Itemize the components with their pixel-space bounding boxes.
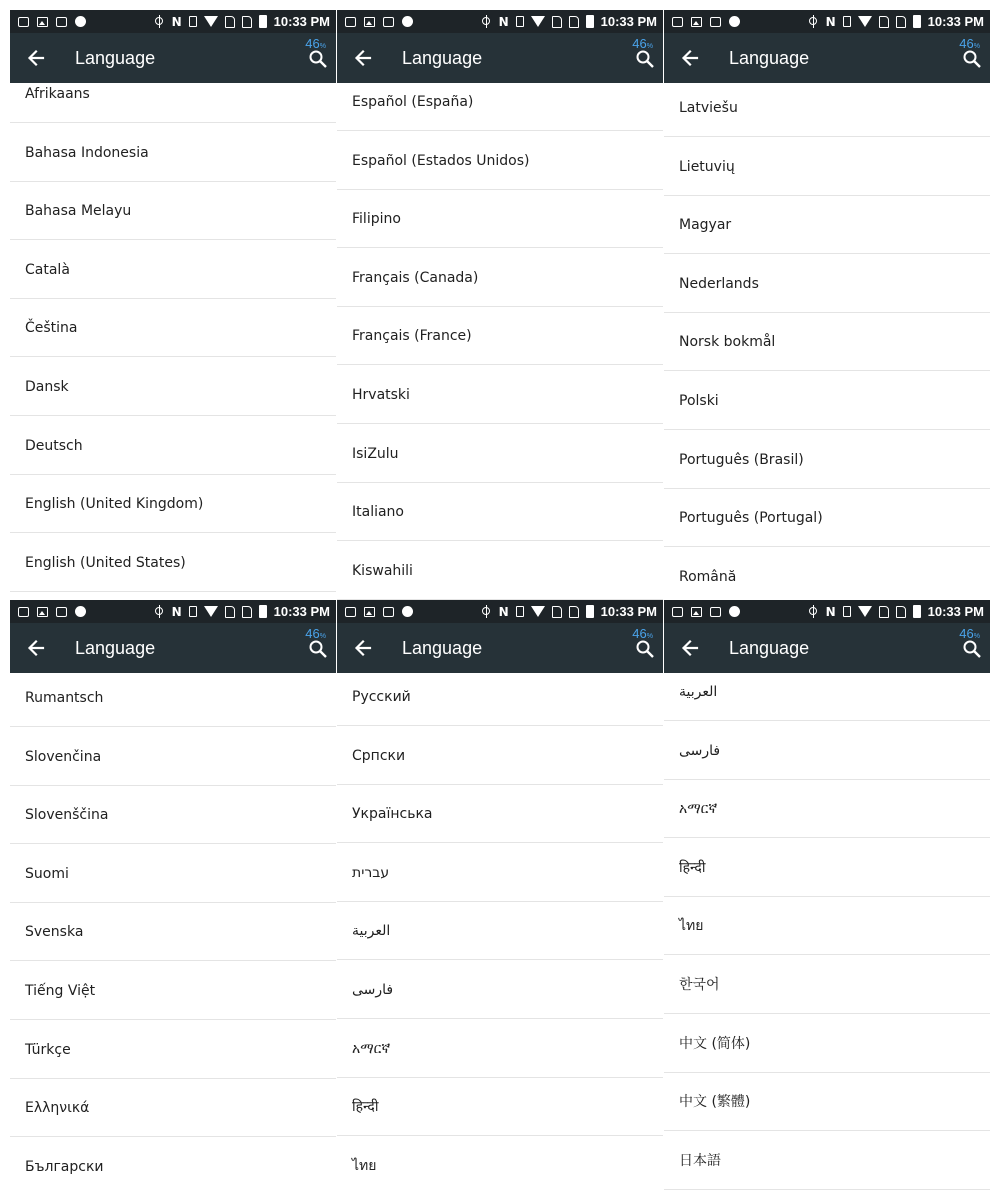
language-name: IsiZulu xyxy=(352,445,399,462)
language-name: Polski xyxy=(679,393,719,409)
language-list-item[interactable] xyxy=(337,902,663,960)
app-notification-icon xyxy=(729,606,740,617)
status-bar xyxy=(337,600,663,623)
language-list-item[interactable] xyxy=(337,1137,663,1190)
battery-icon xyxy=(913,605,921,618)
notification-icons xyxy=(345,14,413,29)
image-icon xyxy=(364,17,375,27)
language-name: Tiếng Việt xyxy=(25,983,96,999)
mail-icon xyxy=(345,17,356,27)
gps-icon xyxy=(808,16,819,27)
language-list-item[interactable] xyxy=(337,425,663,483)
gps-icon xyxy=(154,16,165,27)
language-list-item[interactable] xyxy=(10,728,336,786)
language-list-item[interactable] xyxy=(10,65,336,123)
language-name: 한국어 xyxy=(679,977,720,993)
language-name: Српски xyxy=(352,747,406,764)
language-list-item[interactable] xyxy=(10,845,336,903)
mail-icon xyxy=(710,17,721,27)
vibrate-icon xyxy=(516,606,524,617)
language-list-item[interactable] xyxy=(664,663,990,721)
language-name: Deutsch xyxy=(25,437,83,454)
language-name: فارسی xyxy=(352,982,394,998)
app-bar xyxy=(664,33,990,83)
notification-icons xyxy=(672,14,740,29)
sim-card-icon xyxy=(552,606,562,618)
sim-card-icon xyxy=(242,16,252,28)
page-title: Language xyxy=(402,48,483,68)
language-list-item[interactable] xyxy=(10,669,336,727)
back-arrow-icon[interactable] xyxy=(353,48,373,68)
sim-card-icon xyxy=(225,606,235,618)
back-arrow-icon[interactable] xyxy=(353,638,373,658)
language-name: 日本語 xyxy=(679,1152,721,1169)
language-list-item[interactable] xyxy=(664,255,990,313)
status-bar xyxy=(10,600,336,623)
notification-icons xyxy=(672,604,740,619)
language-name: Magyar xyxy=(679,217,732,234)
language-list-item[interactable] xyxy=(337,483,663,541)
language-list-item[interactable] xyxy=(664,431,990,489)
app-notification-icon xyxy=(729,16,740,27)
system-status-icons xyxy=(481,13,657,30)
badge-value: 46 xyxy=(305,626,320,641)
language-list-item[interactable] xyxy=(337,961,663,1019)
status-bar xyxy=(337,10,663,33)
battery-percent-badge xyxy=(632,37,653,54)
wifi-icon xyxy=(858,606,872,617)
language-name: Русский xyxy=(352,689,411,705)
sim-card-icon xyxy=(879,16,889,28)
sim-card-icon xyxy=(552,16,562,28)
language-name: Slovenščina xyxy=(25,807,109,824)
badge-unit: % xyxy=(319,43,326,50)
language-list-item[interactable] xyxy=(664,1073,990,1131)
language-list-item[interactable] xyxy=(10,1021,336,1079)
nfc-icon: N xyxy=(825,604,836,619)
language-list-item[interactable] xyxy=(337,727,663,785)
language-name: Català xyxy=(25,261,70,278)
page-title: Language xyxy=(75,638,156,658)
gps-icon xyxy=(481,606,492,617)
language-name: አማርኛ xyxy=(352,1040,391,1057)
language-name: हिन्दी xyxy=(352,1099,379,1116)
language-list-item[interactable] xyxy=(337,132,663,190)
battery-percent-badge xyxy=(959,627,980,644)
gps-icon xyxy=(481,16,492,27)
battery-icon xyxy=(259,15,267,28)
clock: 10:33 PM xyxy=(927,14,984,29)
mail-icon xyxy=(56,607,67,617)
language-list-item[interactable] xyxy=(664,1132,990,1190)
language-list-item[interactable] xyxy=(664,138,990,196)
clock: 10:33 PM xyxy=(927,604,984,619)
vibrate-icon xyxy=(516,16,524,27)
language-list-item[interactable] xyxy=(664,79,990,137)
back-arrow-icon[interactable] xyxy=(680,48,700,68)
system-status-icons xyxy=(154,13,330,30)
language-list-item[interactable] xyxy=(337,73,663,131)
app-bar xyxy=(10,623,336,673)
language-name: Italiano xyxy=(352,504,404,521)
language-list-item[interactable] xyxy=(664,313,990,371)
sim-card-icon xyxy=(225,16,235,28)
badge-unit: % xyxy=(646,633,653,640)
system-status-icons xyxy=(481,603,657,620)
language-name: English (United States) xyxy=(25,554,186,571)
language-name: Filipino xyxy=(352,211,401,228)
page-title: Language xyxy=(729,638,810,658)
sim-card-icon xyxy=(569,16,579,28)
clock: 10:33 PM xyxy=(273,604,330,619)
battery-icon xyxy=(913,15,921,28)
clock: 10:33 PM xyxy=(273,14,330,29)
language-settings-screen xyxy=(337,10,663,600)
language-list-item[interactable] xyxy=(10,1079,336,1137)
wifi-icon xyxy=(531,16,545,27)
battery-icon xyxy=(259,605,267,618)
language-list-item[interactable] xyxy=(10,786,336,844)
badge-unit: % xyxy=(319,633,326,640)
back-arrow-icon[interactable] xyxy=(680,638,700,658)
language-list-item[interactable] xyxy=(10,903,336,961)
sim-card-icon xyxy=(896,606,906,618)
language-name: العربية xyxy=(352,923,391,940)
language-name: 中文 (简体) xyxy=(679,1035,751,1052)
language-settings-screen xyxy=(664,10,990,600)
language-list-item[interactable] xyxy=(10,241,336,299)
badge-value: 46 xyxy=(632,36,647,51)
battery-icon xyxy=(586,15,594,28)
language-list-item[interactable] xyxy=(337,190,663,248)
language-list-item[interactable] xyxy=(664,489,990,547)
language-name: Hrvatski xyxy=(352,387,410,403)
language-list-item[interactable] xyxy=(664,839,990,897)
wifi-icon xyxy=(204,606,218,617)
language-list-item[interactable] xyxy=(337,1020,663,1078)
language-list-item[interactable] xyxy=(10,299,336,357)
language-name: English (United Kingdom) xyxy=(25,496,204,513)
status-bar xyxy=(10,10,336,33)
sim-card-icon xyxy=(896,16,906,28)
language-list-item[interactable] xyxy=(664,956,990,1014)
language-list-item[interactable] xyxy=(10,124,336,182)
app-notification-icon xyxy=(402,606,413,617)
language-list-item[interactable] xyxy=(10,962,336,1020)
language-list-item[interactable] xyxy=(664,196,990,254)
language-name: Français (Canada) xyxy=(352,269,479,286)
language-list-item[interactable] xyxy=(10,182,336,240)
mail-icon xyxy=(383,17,394,27)
badge-value: 46 xyxy=(305,36,320,51)
system-status-icons xyxy=(808,603,984,620)
language-settings-screen xyxy=(337,600,663,1190)
sim-card-icon xyxy=(242,606,252,618)
language-name: Slovenčina xyxy=(25,748,102,765)
vibrate-icon xyxy=(189,606,197,617)
language-name: Lietuvių xyxy=(679,158,735,175)
language-name: עברית xyxy=(352,864,390,881)
app-notification-icon xyxy=(402,16,413,27)
language-name: ไทย xyxy=(679,918,704,935)
status-bar xyxy=(664,10,990,33)
nfc-icon: N xyxy=(498,14,509,29)
language-name: Norsk bokmål xyxy=(679,334,776,351)
language-list-item[interactable] xyxy=(337,249,663,307)
language-name: Español (Estados Unidos) xyxy=(352,152,530,169)
notification-icons xyxy=(18,604,86,619)
gps-icon xyxy=(808,606,819,617)
system-status-icons xyxy=(808,13,984,30)
language-name: Română xyxy=(679,568,737,585)
language-name: Suomi xyxy=(25,865,69,882)
back-arrow-icon[interactable] xyxy=(26,638,46,658)
language-name: Kiswahili xyxy=(352,562,413,579)
system-status-icons xyxy=(154,603,330,620)
language-name: فارسی xyxy=(679,742,721,759)
battery-icon xyxy=(586,605,594,618)
image-icon xyxy=(37,17,48,27)
language-list-item[interactable] xyxy=(337,785,663,843)
mail-icon xyxy=(18,17,29,27)
image-icon xyxy=(364,607,375,617)
sim-card-icon xyxy=(879,606,889,618)
language-name: Svenska xyxy=(25,924,84,941)
nfc-icon: N xyxy=(171,14,182,29)
badge-unit: % xyxy=(646,43,653,50)
language-list-item[interactable] xyxy=(10,417,336,475)
language-list-item[interactable] xyxy=(337,366,663,424)
language-list-item[interactable] xyxy=(10,1138,336,1190)
wifi-icon xyxy=(858,16,872,27)
language-list-item[interactable] xyxy=(664,897,990,955)
language-name: Français (France) xyxy=(352,328,472,345)
language-list-item[interactable] xyxy=(664,722,990,780)
mail-icon xyxy=(710,607,721,617)
battery-percent-badge xyxy=(959,37,980,54)
language-name: Bahasa Indonesia xyxy=(25,144,149,161)
vibrate-icon xyxy=(843,606,851,617)
language-name: 中文 (繁體) xyxy=(679,1094,751,1111)
language-name: ไทย xyxy=(352,1157,377,1174)
nfc-icon: N xyxy=(498,604,509,619)
language-name: हिन्दी xyxy=(679,859,706,876)
language-list-item[interactable] xyxy=(337,668,663,726)
language-name: Português (Portugal) xyxy=(679,510,823,527)
language-list-item[interactable] xyxy=(664,780,990,838)
language-list-item[interactable] xyxy=(664,1015,990,1073)
language-name: Nederlands xyxy=(679,275,759,292)
language-name: Türkçe xyxy=(25,1041,71,1058)
sim-card-icon xyxy=(569,606,579,618)
clock: 10:33 PM xyxy=(600,604,657,619)
vibrate-icon xyxy=(189,16,197,27)
language-list-item[interactable] xyxy=(10,534,336,592)
mail-icon xyxy=(345,607,356,617)
language-name: Español (España) xyxy=(352,94,474,110)
mail-icon xyxy=(56,17,67,27)
language-name: Ελληνικά xyxy=(25,1100,90,1117)
mail-icon xyxy=(672,17,683,27)
language-name: العربية xyxy=(679,684,718,700)
language-list-item[interactable] xyxy=(664,548,990,600)
app-notification-icon xyxy=(75,606,86,617)
battery-percent-badge xyxy=(305,627,326,644)
notification-icons xyxy=(18,14,86,29)
badge-value: 46 xyxy=(632,626,647,641)
language-name: Čeština xyxy=(25,320,78,337)
language-list-item[interactable] xyxy=(664,372,990,430)
image-icon xyxy=(691,607,702,617)
language-name: Български xyxy=(25,1158,104,1175)
language-name: Latviešu xyxy=(679,100,738,116)
mail-icon xyxy=(18,607,29,617)
language-settings-screen xyxy=(10,10,336,600)
language-name: አማርኛ xyxy=(679,801,718,818)
app-bar xyxy=(337,623,663,673)
page-title: Language xyxy=(75,48,156,68)
language-settings-screen xyxy=(664,600,990,1190)
app-notification-icon xyxy=(75,16,86,27)
language-list-item[interactable] xyxy=(337,542,663,600)
language-name: Українська xyxy=(352,806,433,823)
page-title: Language xyxy=(402,638,483,658)
nfc-icon: N xyxy=(825,14,836,29)
wifi-icon xyxy=(531,606,545,617)
language-name: Dansk xyxy=(25,379,69,395)
badge-unit: % xyxy=(973,43,980,50)
clock: 10:33 PM xyxy=(600,14,657,29)
language-name: Português (Brasil) xyxy=(679,451,804,468)
language-list-item[interactable] xyxy=(10,358,336,416)
wifi-icon xyxy=(204,16,218,27)
gps-icon xyxy=(154,606,165,617)
language-settings-screen xyxy=(10,600,336,1190)
language-list-item[interactable] xyxy=(10,475,336,533)
mail-icon xyxy=(672,607,683,617)
nfc-icon: N xyxy=(171,604,182,619)
language-list-item[interactable] xyxy=(337,307,663,365)
badge-value: 46 xyxy=(959,626,974,641)
badge-unit: % xyxy=(973,633,980,640)
image-icon xyxy=(691,17,702,27)
language-name: Bahasa Melayu xyxy=(25,203,132,220)
badge-value: 46 xyxy=(959,36,974,51)
status-bar xyxy=(664,600,990,623)
mail-icon xyxy=(383,607,394,617)
language-name: Afrikaans xyxy=(25,86,90,102)
language-list-item[interactable] xyxy=(337,1078,663,1136)
notification-icons xyxy=(345,604,413,619)
image-icon xyxy=(37,607,48,617)
battery-percent-badge xyxy=(305,37,326,54)
battery-percent-badge xyxy=(632,627,653,644)
language-list-item[interactable] xyxy=(337,844,663,902)
language-name: Rumantsch xyxy=(25,690,104,706)
vibrate-icon xyxy=(843,16,851,27)
page-title: Language xyxy=(729,48,810,68)
